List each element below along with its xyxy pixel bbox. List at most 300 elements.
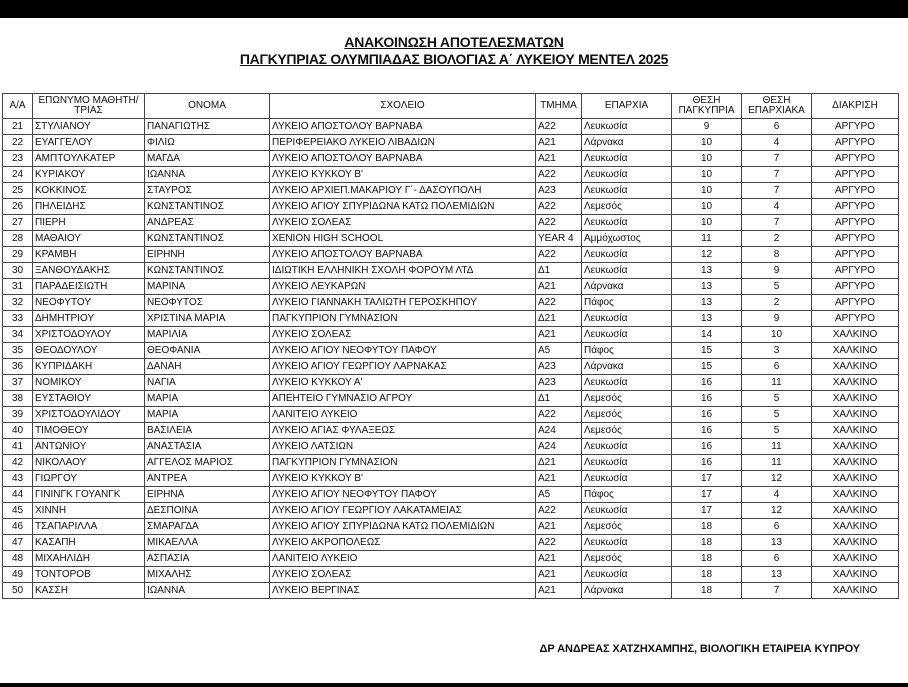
cell-pos-district: 13	[742, 535, 812, 551]
cell-name: ΕΙΡΗΝΑ	[145, 487, 270, 503]
table-row	[3, 231, 899, 247]
cell-school: ΛΥΚΕΙΟ ΑΚΡΟΠΟΛΕΩΣ	[270, 535, 536, 551]
cell-district: Πάφος	[582, 295, 672, 311]
cell-name: ΜΑΡΙΝΑ	[145, 279, 270, 295]
cell-award: ΑΡΓΥΡΟ	[812, 295, 899, 311]
cell-award: ΑΡΓΥΡΟ	[812, 231, 899, 247]
table-row	[3, 263, 899, 279]
cell-pos-national: 13	[672, 311, 742, 327]
cell-aa: 36	[3, 359, 33, 375]
cell-name: ΜΑΡΙΛΙΑ	[145, 327, 270, 343]
cell-surname: ΚΑΣΑΠΗ	[33, 535, 145, 551]
bottom-black-bar	[0, 683, 908, 687]
cell-surname: ΚΡΑΜΒΗ	[33, 247, 145, 263]
cell-pos-district: 11	[742, 375, 812, 391]
cell-pos-district: 2	[742, 231, 812, 247]
cell-class: Α21	[536, 567, 582, 583]
cell-aa: 24	[3, 167, 33, 183]
cell-pos-national: 17	[672, 487, 742, 503]
cell-surname: ΚΟΚΚΙΝΟΣ	[33, 183, 145, 199]
cell-pos-district: 6	[742, 359, 812, 375]
cell-name: ΜΙΧΑΛΗΣ	[145, 567, 270, 583]
cell-name: ΑΝΤΡΕΑ	[145, 471, 270, 487]
cell-pos-district: 13	[742, 567, 812, 583]
table-row	[3, 279, 899, 295]
cell-class: Α22	[536, 167, 582, 183]
cell-district: Λευκωσία	[582, 471, 672, 487]
cell-class: Δ1	[536, 263, 582, 279]
cell-district: Λάρνακα	[582, 359, 672, 375]
cell-district: Λευκωσία	[582, 455, 672, 471]
table-row	[3, 583, 899, 599]
cell-aa: 38	[3, 391, 33, 407]
cell-pos-national: 13	[672, 263, 742, 279]
cell-class: Α21	[536, 151, 582, 167]
cell-pos-national: 10	[672, 183, 742, 199]
cell-class: Α21	[536, 135, 582, 151]
cell-aa: 32	[3, 295, 33, 311]
cell-class: Α21	[536, 279, 582, 295]
header-school: ΣΧΟΛΕΙΟ	[270, 94, 536, 119]
cell-name: ΑΝΔΡΕΑΣ	[145, 215, 270, 231]
cell-name: ΠΑΝΑΓΙΩΤΗΣ	[145, 119, 270, 135]
table-row	[3, 311, 899, 327]
table-row	[3, 551, 899, 567]
table-row	[3, 183, 899, 199]
cell-name: ΔΕΣΠΟΙΝΑ	[145, 503, 270, 519]
cell-award: ΧΑΛΚΙΝΟ	[812, 359, 899, 375]
cell-award: ΧΑΛΚΙΝΟ	[812, 327, 899, 343]
cell-pos-national: 18	[672, 535, 742, 551]
cell-school: ΛΥΚΕΙΟ ΛΑΤΣΙΩΝ	[270, 439, 536, 455]
cell-aa: 43	[3, 471, 33, 487]
cell-class: Α22	[536, 247, 582, 263]
cell-award: ΑΡΓΥΡΟ	[812, 119, 899, 135]
cell-surname: ΤΣΑΠΑΡΙΛΛΑ	[33, 519, 145, 535]
cell-class: YEAR 4	[536, 231, 582, 247]
table-row	[3, 471, 899, 487]
cell-name: ΑΣΠΑΣΙΑ	[145, 551, 270, 567]
cell-award: ΑΡΓΥΡΟ	[812, 247, 899, 263]
signature-footer: ΔΡ ΑΝΔΡΕΑΣ ΧΑΤΖΗΧΑΜΠΗΣ, ΒΙΟΛΟΓΙΚΗ ΕΤΑΙΡΕΙΑ ΚΥΠΡΟΥ	[539, 643, 860, 655]
cell-school: ΛΥΚΕΙΟ ΓΙΑΝΝΑΚΗ ΤΑΛΙΩΤΗ ΓΕΡΟΣΚΗΠΟΥ	[270, 295, 536, 311]
cell-pos-district: 12	[742, 503, 812, 519]
cell-surname: ΤΙΜΟΘΕΟΥ	[33, 423, 145, 439]
cell-pos-district: 11	[742, 439, 812, 455]
cell-class: Α21	[536, 327, 582, 343]
cell-aa: 26	[3, 199, 33, 215]
cell-award: ΑΡΓΥΡΟ	[812, 135, 899, 151]
cell-aa: 28	[3, 231, 33, 247]
cell-name: ΣΤΑΥΡΟΣ	[145, 183, 270, 199]
cell-aa: 33	[3, 311, 33, 327]
table-row	[3, 391, 899, 407]
cell-pos-national: 16	[672, 407, 742, 423]
cell-surname: ΕΥΣΤΑΘΙΟΥ	[33, 391, 145, 407]
cell-pos-district: 4	[742, 487, 812, 503]
cell-surname: ΠΗΛΕΙΔΗΣ	[33, 199, 145, 215]
cell-surname: ΚΑΣΣΗ	[33, 583, 145, 599]
cell-award: ΧΑΛΚΙΝΟ	[812, 375, 899, 391]
cell-class: Α21	[536, 583, 582, 599]
cell-district: Λευκωσία	[582, 311, 672, 327]
cell-class: Α22	[536, 535, 582, 551]
cell-pos-national: 10	[672, 151, 742, 167]
table-row	[3, 519, 899, 535]
cell-pos-district: 7	[742, 151, 812, 167]
cell-name: ΑΓΓΕΛΟΣ ΜΑΡΙΟΣ	[145, 455, 270, 471]
table-header-row	[3, 94, 899, 119]
cell-award: ΧΑΛΚΙΝΟ	[812, 455, 899, 471]
cell-district: Λεμεσός	[582, 423, 672, 439]
cell-surname: ΕΥΑΓΓΕΛΟΥ	[33, 135, 145, 151]
cell-school: ΛΥΚΕΙΟ ΣΟΛΕΑΣ	[270, 567, 536, 583]
cell-award: ΑΡΓΥΡΟ	[812, 263, 899, 279]
cell-name: ΧΡΙΣΤΙΝΑ ΜΑΡΙΑ	[145, 311, 270, 327]
cell-class: Α23	[536, 375, 582, 391]
cell-name: ΔΑΝΑΗ	[145, 359, 270, 375]
cell-surname: ΣΤΥΛΙΑΝΟΥ	[33, 119, 145, 135]
cell-class: Α5	[536, 487, 582, 503]
cell-aa: 34	[3, 327, 33, 343]
cell-aa: 46	[3, 519, 33, 535]
cell-school: ΠΑΓΚΥΠΡΙΟΝ ΓΥΜΝΑΣΙΟΝ	[270, 311, 536, 327]
cell-pos-district: 3	[742, 343, 812, 359]
cell-school: ΛΥΚΕΙΟ ΑΓΙΟΥ ΓΕΩΡΓΙΟΥ ΛΑΚΑΤΑΜΕΙΑΣ	[270, 503, 536, 519]
cell-pos-national: 9	[672, 119, 742, 135]
cell-pos-district: 11	[742, 455, 812, 471]
cell-pos-national: 13	[672, 295, 742, 311]
cell-district: Λευκωσία	[582, 183, 672, 199]
cell-surname: ΧΙΝΝΗ	[33, 503, 145, 519]
cell-district: Λευκωσία	[582, 535, 672, 551]
cell-pos-district: 5	[742, 279, 812, 295]
top-black-bar	[0, 0, 908, 18]
cell-surname: ΤΟΝΤΟΡΟΒ	[33, 567, 145, 583]
cell-pos-national: 18	[672, 583, 742, 599]
table-row	[3, 327, 899, 343]
cell-award: ΧΑΛΚΙΝΟ	[812, 471, 899, 487]
cell-award: ΑΡΓΥΡΟ	[812, 199, 899, 215]
cell-aa: 44	[3, 487, 33, 503]
cell-name: ΒΑΣΙΛΕΙΑ	[145, 423, 270, 439]
cell-pos-national: 11	[672, 231, 742, 247]
table-row	[3, 375, 899, 391]
cell-award: ΧΑΛΚΙΝΟ	[812, 391, 899, 407]
cell-surname: ΜΙΧΑΗΛΙΔΗ	[33, 551, 145, 567]
cell-award: ΧΑΛΚΙΝΟ	[812, 503, 899, 519]
cell-pos-national: 12	[672, 247, 742, 263]
cell-class: Α21	[536, 471, 582, 487]
cell-award: ΧΑΛΚΙΝΟ	[812, 423, 899, 439]
cell-pos-district: 4	[742, 199, 812, 215]
cell-class: Α21	[536, 551, 582, 567]
cell-class: Α22	[536, 215, 582, 231]
cell-school: ΛΥΚΕΙΟ ΚΥΚΚΟΥ Β'	[270, 471, 536, 487]
cell-aa: 39	[3, 407, 33, 423]
cell-award: ΑΡΓΥΡΟ	[812, 183, 899, 199]
cell-surname: ΝΟΜΙΚΟΥ	[33, 375, 145, 391]
cell-aa: 37	[3, 375, 33, 391]
cell-aa: 50	[3, 583, 33, 599]
cell-district: Λευκωσία	[582, 567, 672, 583]
cell-aa: 31	[3, 279, 33, 295]
cell-class: Δ21	[536, 311, 582, 327]
document-title	[0, 34, 908, 68]
table-row	[3, 455, 899, 471]
cell-name: ΝΑΓΙΑ	[145, 375, 270, 391]
cell-district: Λεμεσός	[582, 519, 672, 535]
cell-district: Λευκωσία	[582, 215, 672, 231]
cell-school: ΛΥΚΕΙΟ ΑΠΟΣΤΟΛΟΥ ΒΑΡΝΑΒΑ	[270, 247, 536, 263]
cell-school: ΛΥΚΕΙΟ ΣΟΛΕΑΣ	[270, 327, 536, 343]
header-pos-national: ΘΕΣΗ ΠΑΓΚΥΠΡΙΑ	[672, 94, 742, 119]
cell-district: Λάρνακα	[582, 583, 672, 599]
cell-school: ΛΥΚΕΙΟ ΑΓΙΟΥ ΓΕΩΡΓΙΟΥ ΛΑΡΝΑΚΑΣ	[270, 359, 536, 375]
cell-aa: 29	[3, 247, 33, 263]
cell-district: Πάφος	[582, 343, 672, 359]
table-row	[3, 439, 899, 455]
header-award: ΔΙΑΚΡΙΣΗ	[812, 94, 899, 119]
cell-name: ΚΩΝΣΤΑΝΤΙΝΟΣ	[145, 231, 270, 247]
cell-district: Λάρνακα	[582, 135, 672, 151]
cell-class: Α24	[536, 439, 582, 455]
cell-pos-national: 18	[672, 567, 742, 583]
cell-class: Α22	[536, 199, 582, 215]
cell-pos-district: 7	[742, 167, 812, 183]
cell-award: ΧΑΛΚΙΝΟ	[812, 407, 899, 423]
cell-pos-national: 15	[672, 343, 742, 359]
cell-award: ΧΑΛΚΙΝΟ	[812, 343, 899, 359]
header-surname: ΕΠΩΝΥΜΟ ΜΑΘΗΤΗ/ΤΡΙΑΣ	[33, 94, 145, 119]
cell-school: ΛΥΚΕΙΟ ΒΕΡΓΙΝΑΣ	[270, 583, 536, 599]
header-class: ΤΜΗΜΑ	[536, 94, 582, 119]
cell-name: ΚΩΝΣΤΑΝΤΙΝΟΣ	[145, 199, 270, 215]
cell-aa: 49	[3, 567, 33, 583]
cell-pos-national: 15	[672, 359, 742, 375]
cell-pos-national: 16	[672, 391, 742, 407]
cell-award: ΑΡΓΥΡΟ	[812, 167, 899, 183]
header-name: ΟΝΟΜΑ	[145, 94, 270, 119]
cell-pos-national: 17	[672, 471, 742, 487]
cell-award: ΑΡΓΥΡΟ	[812, 151, 899, 167]
cell-pos-district: 5	[742, 423, 812, 439]
cell-aa: 25	[3, 183, 33, 199]
cell-surname: ΓΙΩΡΓΟΥ	[33, 471, 145, 487]
cell-aa: 27	[3, 215, 33, 231]
cell-pos-district: 6	[742, 119, 812, 135]
cell-surname: ΠΑΡΑΔΕΙΣΙΩΤΗ	[33, 279, 145, 295]
cell-school: ΠΕΡΙΦΕΡΕΙΑΚΟ ΛΥΚΕΙΟ ΛΙΒΑΔΙΩΝ	[270, 135, 536, 151]
table-row	[3, 247, 899, 263]
cell-school: ΛΥΚΕΙΟ ΑΓΙΟΥ ΝΕΟΦΥΤΟΥ ΠΑΦΟΥ	[270, 343, 536, 359]
cell-pos-national: 16	[672, 423, 742, 439]
cell-class: Α22	[536, 407, 582, 423]
cell-surname: ΧΡΙΣΤΟΔΟΥΛΙΔΟΥ	[33, 407, 145, 423]
cell-pos-national: 16	[672, 439, 742, 455]
cell-school: ΛΥΚΕΙΟ ΑΠΟΣΤΟΛΟΥ ΒΑΡΝΑΒΑ	[270, 151, 536, 167]
cell-class: Α23	[536, 183, 582, 199]
cell-school: ΛΥΚΕΙΟ ΚΥΚΚΟΥ Α'	[270, 375, 536, 391]
cell-surname: ΚΥΡΙΑΚΟΥ	[33, 167, 145, 183]
cell-award: ΧΑΛΚΙΝΟ	[812, 535, 899, 551]
cell-school: ΠΑΓΚΥΠΡΙΟΝ ΓΥΜΝΑΣΙΟΝ	[270, 455, 536, 471]
cell-pos-national: 16	[672, 375, 742, 391]
cell-aa: 47	[3, 535, 33, 551]
cell-school: ΛΥΚΕΙΟ ΑΓΙΟΥ ΝΕΟΦΥΤΟΥ ΠΑΦΟΥ	[270, 487, 536, 503]
cell-award: ΧΑΛΚΙΝΟ	[812, 567, 899, 583]
cell-surname: ΞΑΝΘΟΥΔΑΚΗΣ	[33, 263, 145, 279]
table-row	[3, 343, 899, 359]
cell-surname: ΑΜΠΤΟΥΛΚΑΤΕΡ	[33, 151, 145, 167]
cell-name: ΜΑΓΔΑ	[145, 151, 270, 167]
cell-name: ΝΕΟΦΥΤΟΣ	[145, 295, 270, 311]
cell-name: ΙΩΑΝΝΑ	[145, 167, 270, 183]
cell-aa: 41	[3, 439, 33, 455]
cell-name: ΙΩΑΝΝΑ	[145, 583, 270, 599]
cell-pos-district: 9	[742, 311, 812, 327]
cell-district: Πάφος	[582, 487, 672, 503]
table-row	[3, 167, 899, 183]
cell-aa: 45	[3, 503, 33, 519]
cell-award: ΧΑΛΚΙΝΟ	[812, 487, 899, 503]
cell-district: Λευκωσία	[582, 375, 672, 391]
cell-pos-district: 4	[742, 135, 812, 151]
table-row	[3, 215, 899, 231]
cell-pos-district: 6	[742, 519, 812, 535]
cell-pos-district: 7	[742, 583, 812, 599]
cell-class: Α24	[536, 423, 582, 439]
cell-surname: ΓΙΝΙΝΓΚ ΓΟΥΑΝΓΚ	[33, 487, 145, 503]
cell-district: Λευκωσία	[582, 119, 672, 135]
cell-district: Λευκωσία	[582, 247, 672, 263]
cell-district: Λευκωσία	[582, 151, 672, 167]
table-row	[3, 199, 899, 215]
cell-district: Λεμεσός	[582, 199, 672, 215]
cell-name: ΜΑΡΙΑ	[145, 407, 270, 423]
table-row	[3, 135, 899, 151]
cell-pos-district: 6	[742, 551, 812, 567]
cell-class: Α22	[536, 295, 582, 311]
cell-name: ΕΙΡΗΝΗ	[145, 247, 270, 263]
cell-school: XENION HIGH SCHOOL	[270, 231, 536, 247]
cell-name: ΑΝΑΣΤΑΣΙΑ	[145, 439, 270, 455]
cell-district: Λευκωσία	[582, 327, 672, 343]
cell-name: ΣΜΑΡΑΓΔΑ	[145, 519, 270, 535]
cell-pos-national: 10	[672, 199, 742, 215]
cell-pos-national: 18	[672, 519, 742, 535]
cell-school: ΛΥΚΕΙΟ ΑΓΙΟΥ ΣΠΥΡΙΔΩΝΑ ΚΑΤΩ ΠΟΛΕΜΙΔΙΩΝ	[270, 199, 536, 215]
cell-pos-national: 18	[672, 551, 742, 567]
cell-award: ΑΡΓΥΡΟ	[812, 279, 899, 295]
table-row	[3, 487, 899, 503]
cell-aa: 48	[3, 551, 33, 567]
cell-pos-district: 7	[742, 183, 812, 199]
table-row	[3, 359, 899, 375]
cell-class: Α23	[536, 359, 582, 375]
cell-class: Α5	[536, 343, 582, 359]
cell-award: ΧΑΛΚΙΝΟ	[812, 583, 899, 599]
cell-surname: ΑΝΤΩΝΙΟΥ	[33, 439, 145, 455]
cell-award: ΧΑΛΚΙΝΟ	[812, 551, 899, 567]
table-row	[3, 423, 899, 439]
cell-district: Λευκωσία	[582, 439, 672, 455]
cell-pos-district: 9	[742, 263, 812, 279]
cell-surname: ΘΕΟΔΟΥΛΟΥ	[33, 343, 145, 359]
cell-pos-national: 14	[672, 327, 742, 343]
cell-surname: ΜΑΘΑΙΟΥ	[33, 231, 145, 247]
cell-surname: ΝΕΟΦΥΤΟΥ	[33, 295, 145, 311]
cell-pos-district: 12	[742, 471, 812, 487]
cell-name: ΘΕΟΦΑΝΙΑ	[145, 343, 270, 359]
cell-name: ΜΙΚΑΕΛΛΑ	[145, 535, 270, 551]
cell-school: ΙΔΙΩΤΙΚΗ ΕΛΛΗΝΙΚΗ ΣΧΟΛΗ ΦΟΡΟΥΜ ΛΤΔ	[270, 263, 536, 279]
cell-surname: ΠΙΕΡΗ	[33, 215, 145, 231]
cell-pos-district: 10	[742, 327, 812, 343]
table-row	[3, 151, 899, 167]
header-district: ΕΠΑΡΧΙΑ	[582, 94, 672, 119]
cell-class: Δ1	[536, 391, 582, 407]
cell-name: ΜΑΡΙΑ	[145, 391, 270, 407]
cell-district: Λευκωσία	[582, 263, 672, 279]
cell-class: Α21	[536, 519, 582, 535]
cell-class: Α22	[536, 119, 582, 135]
cell-award: ΑΡΓΥΡΟ	[812, 311, 899, 327]
cell-district: Λεμεσός	[582, 551, 672, 567]
cell-school: ΛΥΚΕΙΟ ΑΡΧΙΕΠ.ΜΑΚΑΡΙΟΥ Γ΄- ΔΑΣΟΥΠΟΛΗ	[270, 183, 536, 199]
cell-class: Δ21	[536, 455, 582, 471]
table-row	[3, 567, 899, 583]
cell-aa: 42	[3, 455, 33, 471]
table-row	[3, 503, 899, 519]
cell-aa: 35	[3, 343, 33, 359]
cell-award: ΑΡΓΥΡΟ	[812, 215, 899, 231]
cell-school: ΛΥΚΕΙΟ ΣΟΛΕΑΣ	[270, 215, 536, 231]
cell-district: Λευκωσία	[582, 167, 672, 183]
cell-award: ΧΑΛΚΙΝΟ	[812, 519, 899, 535]
cell-surname: ΔΗΜΗΤΡΙΟΥ	[33, 311, 145, 327]
cell-district: Λευκωσία	[582, 503, 672, 519]
cell-aa: 40	[3, 423, 33, 439]
cell-aa: 30	[3, 263, 33, 279]
cell-surname: ΚΥΠΡΙΔΑΚΗ	[33, 359, 145, 375]
table-row	[3, 295, 899, 311]
cell-school: ΛΥΚΕΙΟ ΑΠΟΣΤΟΛΟΥ ΒΑΡΝΑΒΑ	[270, 119, 536, 135]
cell-pos-national: 17	[672, 503, 742, 519]
cell-aa: 23	[3, 151, 33, 167]
cell-pos-district: 7	[742, 215, 812, 231]
table-row	[3, 119, 899, 135]
table-row	[3, 407, 899, 423]
cell-aa: 21	[3, 119, 33, 135]
header-pos-district: ΘΕΣΗ ΕΠΑΡΧΙΑΚΑ	[742, 94, 812, 119]
cell-school: ΛΥΚΕΙΟ ΚΥΚΚΟΥ Β'	[270, 167, 536, 183]
cell-pos-national: 10	[672, 215, 742, 231]
cell-school: ΛΥΚΕΙΟ ΑΓΙΟΥ ΣΠΥΡΙΔΩΝΑ ΚΑΤΩ ΠΟΛΕΜΙΔΙΩΝ	[270, 519, 536, 535]
cell-name: ΚΩΝΣΤΑΝΤΙΝΟΣ	[145, 263, 270, 279]
cell-school: ΛΑΝΙΤΕΙΟ ΛΥΚΕΙΟ	[270, 407, 536, 423]
cell-school: ΑΠΕΗΤΕΙΟ ΓΥΜΝΑΣΙΟ ΑΓΡΟΥ	[270, 391, 536, 407]
cell-pos-district: 5	[742, 407, 812, 423]
cell-class: Α22	[536, 503, 582, 519]
cell-pos-district: 2	[742, 295, 812, 311]
cell-district: Λάρνακα	[582, 279, 672, 295]
cell-pos-national: 13	[672, 279, 742, 295]
cell-aa: 22	[3, 135, 33, 151]
cell-name: ΦΙΛΙΩ	[145, 135, 270, 151]
cell-pos-district: 8	[742, 247, 812, 263]
cell-pos-national: 10	[672, 167, 742, 183]
